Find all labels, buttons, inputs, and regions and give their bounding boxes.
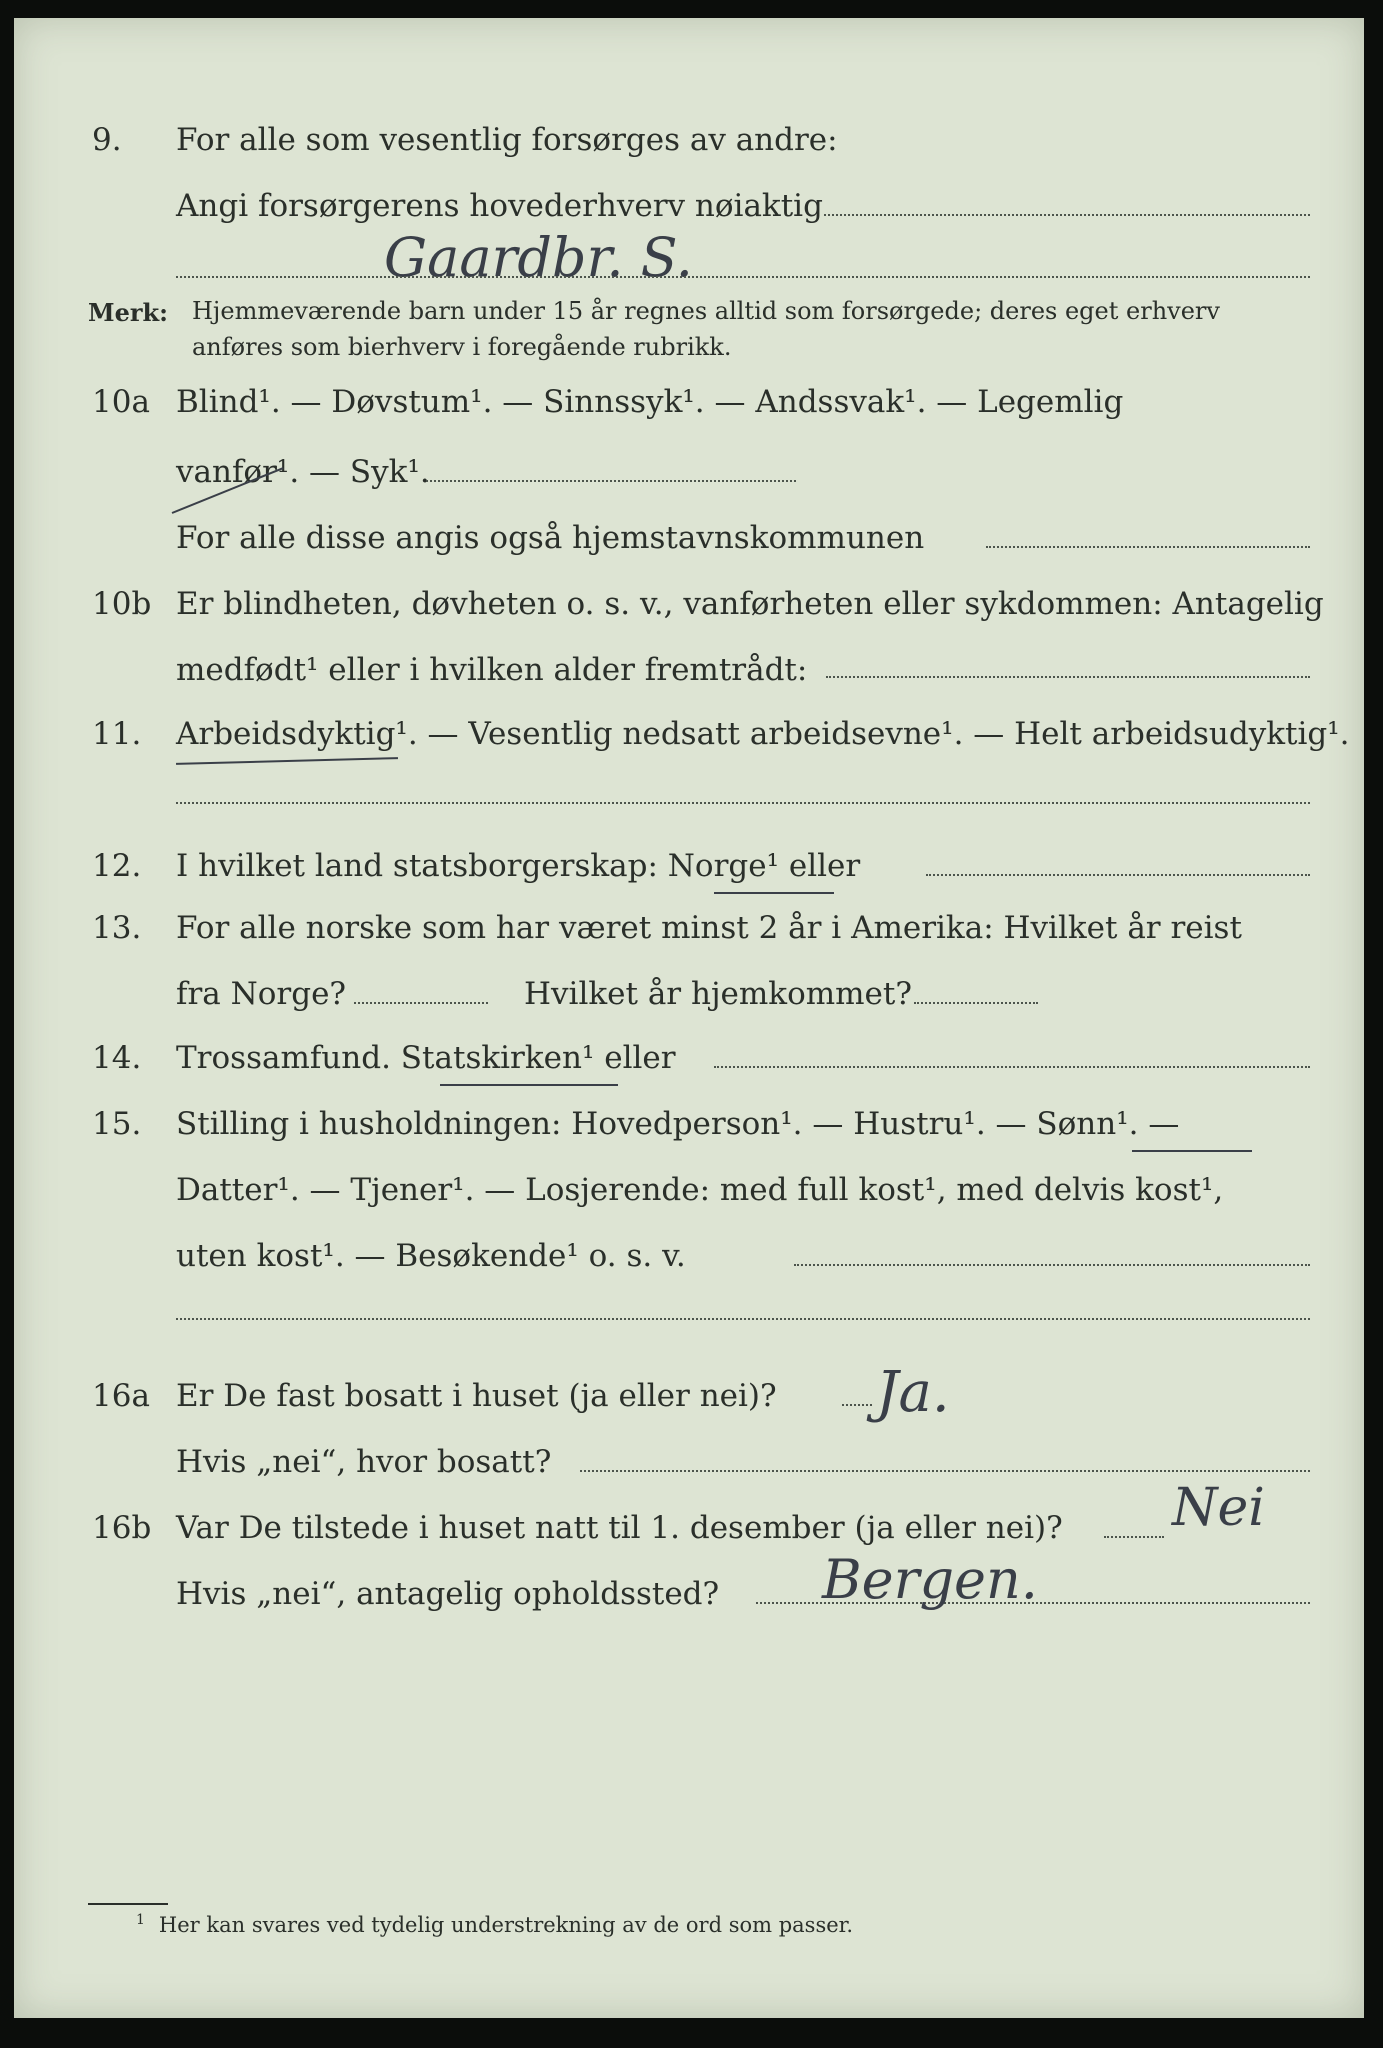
question-text: Angi forsørgerens hovederhverv nøiaktig — [176, 188, 823, 224]
answer-leader-line — [354, 1002, 488, 1004]
question-text: Var De tilstede i huset natt til 1. desember (ja eller nei)? — [176, 1510, 1063, 1546]
question-number: 14. — [92, 1040, 142, 1076]
pen-underline-mark — [440, 1084, 618, 1086]
question-number: 16b — [92, 1510, 152, 1546]
handwritten-answer: Ja. — [876, 1360, 950, 1425]
footnote-rule — [88, 1903, 168, 1905]
question-number: 11. — [92, 716, 142, 752]
answer-leader-line — [926, 874, 1310, 876]
answer-leader-line — [794, 1264, 1310, 1266]
answer-leader-line — [176, 276, 1310, 278]
question-text: Trossamfund. Statskirken¹ eller — [176, 1040, 676, 1076]
question-text: Stilling i husholdningen: Hovedperson¹. — Hustru¹. — Sønn¹. — — [176, 1106, 1180, 1142]
answer-leader-line — [914, 1002, 1038, 1004]
answer-leader-line — [426, 480, 796, 482]
question-text: Er blindheten, døvheten o. s. v., vanførheten eller sykdommen: Antagelig — [176, 586, 1324, 622]
question-number: 16a — [92, 1378, 150, 1414]
question-text: For alle disse angis også hjemstavnskommunen — [176, 520, 925, 556]
question-text: Hvis „nei“, antagelig opholdssted? — [176, 1576, 720, 1612]
question-text: For alle som vesentlig forsørges av andre: — [176, 122, 838, 158]
question-number: 9. — [92, 122, 122, 158]
answer-leader-line — [176, 1318, 1310, 1320]
pen-underline-mark — [714, 892, 834, 894]
handwritten-answer: Bergen. — [822, 1548, 1038, 1611]
question-text: fra Norge? — [176, 976, 347, 1012]
question-text: I hvilket land statsborgerskap: Norge¹ eller — [176, 848, 861, 884]
footnote — [136, 1912, 853, 1937]
question-number: 10b — [92, 586, 152, 622]
answer-leader-line — [714, 1066, 1310, 1068]
question-number: 10a — [92, 384, 150, 420]
question-text: For alle norske som har været minst 2 år i Amerika: Hvilket år reist — [176, 910, 1242, 946]
question-text: medfødt¹ eller i hvilken alder fremtrådt: — [176, 652, 808, 688]
answer-leader-line — [176, 802, 1310, 804]
handwritten-answer: Gaardbr. S. — [384, 226, 693, 289]
footnote-text: Her kan svares ved tydelig understrekning av de ord som passer. — [158, 1913, 854, 1937]
question-number: 13. — [92, 910, 142, 946]
question-text: Blind¹. — Døvstum¹. — Sinnssyk¹. — Andssvak¹. — Legemlig — [176, 384, 1124, 420]
question-number: 15. — [92, 1106, 142, 1142]
question-text: Er De fast bosatt i huset (ja eller nei)? — [176, 1378, 777, 1414]
question-text: vanfør¹. — Syk¹. — [176, 454, 430, 490]
handwritten-answer: Nei — [1172, 1478, 1265, 1538]
answer-leader-line — [1104, 1536, 1164, 1538]
merk-note-line-2: anføres som bierhverv i foregående rubrikk. — [192, 333, 732, 361]
census-form-page — [14, 18, 1364, 2018]
merk-note: Hjemmeværende barn under 15 år regnes alltid som forsørgede; deres eget erhverv — [192, 297, 1220, 325]
question-text: Datter¹. — Tjener¹. — Losjerende: med full kost¹, med delvis kost¹, — [176, 1172, 1224, 1208]
pen-underline-mark — [1132, 1150, 1252, 1152]
question-text: Arbeidsdyktig¹. — Vesentlig nedsatt arbeidsevne¹. — Helt arbeidsudyktig¹. — [176, 716, 1350, 752]
answer-leader-line — [986, 546, 1310, 548]
answer-leader-line — [824, 214, 1310, 216]
answer-leader-line — [826, 676, 1310, 678]
question-number: 12. — [92, 848, 142, 884]
footnote-mark: 1 — [136, 1912, 145, 1928]
pen-underline-mark — [176, 757, 398, 765]
answer-leader-line — [842, 1404, 872, 1406]
answer-leader-line — [580, 1470, 1310, 1472]
question-text: Hvis „nei“, hvor bosatt? — [176, 1444, 552, 1480]
question-text: uten kost¹. — Besøkende¹ o. s. v. — [176, 1238, 686, 1274]
merk-label: Merk: — [88, 298, 168, 327]
question-text: Hvilket år hjemkommet? — [524, 976, 912, 1012]
